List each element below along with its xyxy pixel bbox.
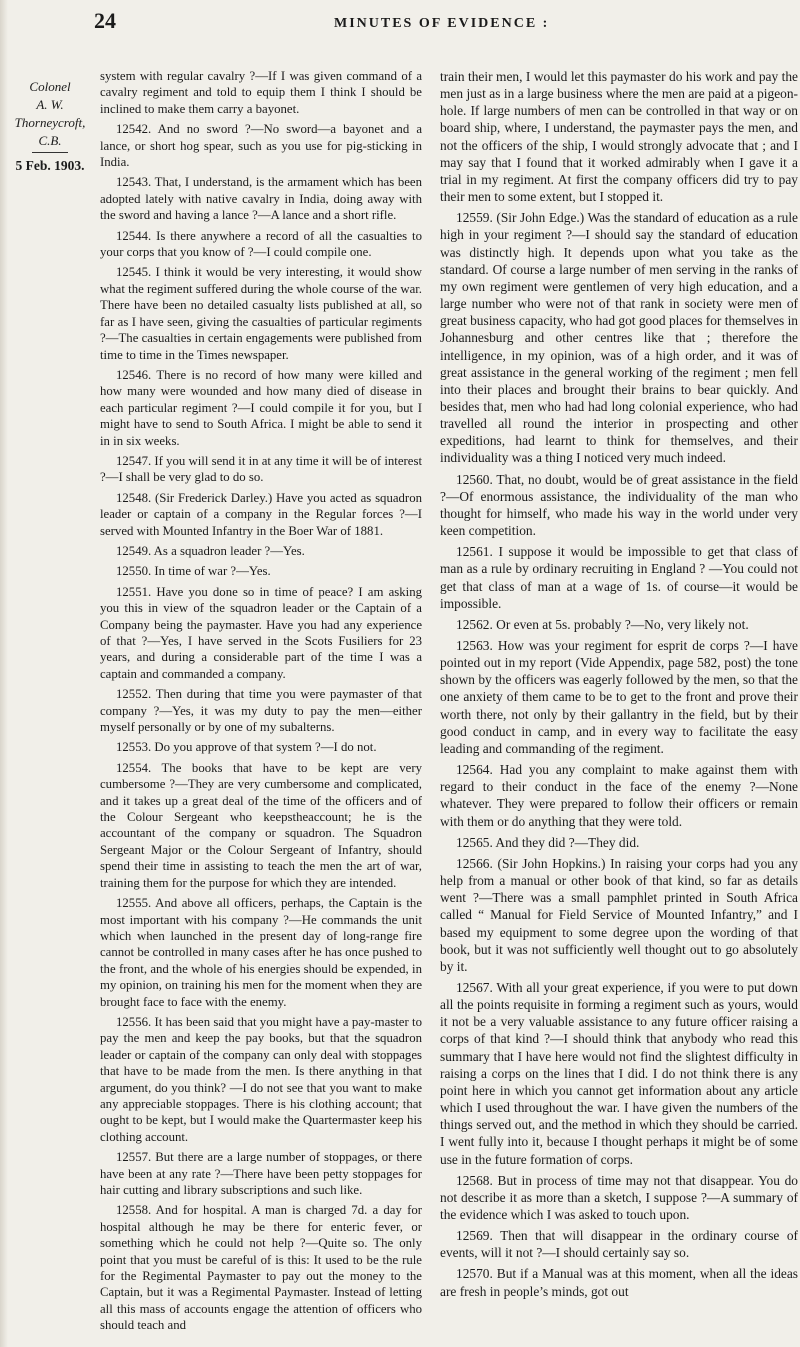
witness-margin-note (2, 78, 98, 175)
paragraph: 12544. Is there anywhere a record of all the casualties to your corps that you know of ?—I could compile one. (100, 228, 422, 260)
paragraph: 12561. I suppose it would be impossible to get that class of man as a rule by ordinary recruiting in England ? —You could not get that class of man at a wage of 1s. of course—it would be impossible. (440, 544, 798, 611)
paragraph: 12568. But in process of time may not that disappear. You do not describe it as more than a sketch, I suppose ?—A summary of the evidence which I was asked to touch upon. (440, 1172, 798, 1222)
paragraph: 12543. That, I understand, is the armament which has been adopted lately with native cavalry in India, doing away with the sword and having a lance ?—A lance and a short rifle. (100, 175, 422, 223)
paragraph: 12565. And they did ?—They did. (456, 834, 640, 850)
page-edge-shadow (0, 0, 8, 1347)
paragraph: 12542. And no sword ?—No sword—a bayonet and a lance, or short hog spear, such as you use for pig-sticking in India. (100, 122, 422, 170)
paragraph: 12556. It has been said that you might have a pay-master to pay the men and keep the pay books, but that the squadron leader or captain of the company can only deal with stoppages that have to be made from the men. Is there anything in that argument, do you think? —I do not see that you want to make any appreciable stoppages. There is his clothing account; that ought to be kept, but I would make the Quartermaster keep his clothing account. (100, 1014, 422, 1144)
paragraph: 12564. Had you any complaint to make against them with regard to their conduct in the face of the enemy ?—None whatever. They were prepared to follow their officers or remain with them or do anything that they were told. (440, 762, 798, 829)
paragraph: 12549. As a squadron leader ?—Yes. (116, 543, 305, 558)
witness-rank: Colonel (29, 79, 71, 94)
witness-surname: Thorneycroft, (14, 115, 86, 130)
paragraph: train their men, I would let this paymaster do his work and pay the men just as in a large business where the men are paid at a pigeon-hole. If large numbers of men can be controlled in that way or on board ship, where, I understand, the paymaster pays the men, and not the officers of the ship, I would strongly advocate that ; and I may say that I found that it worked admirably when I gave it a trial in my regiment. At first the company officers did try to pay their men to some extent, but I stopped it. (440, 69, 798, 205)
paragraph: 12552. Then during that time you were paymaster of that company ?—Yes, it was my duty to pay the men—either myself personally or by one of my subalterns. (100, 687, 422, 735)
witness-initials: A. W. (36, 97, 64, 112)
witness-honour: C.B. (38, 133, 62, 148)
paragraph: 12551. Have you done so in time of peace? I am asking you this in view of the squadron leader or the Captain of a Company being the paymaster. Have you had any experience of that ?—Yes, I have served in the Scots Fusiliers for 23 years, and during a considerable part of the time I was a captain and commanded a company. (100, 584, 422, 681)
page-header (94, 0, 800, 44)
paragraph: 12545. I think it would be very interesting, it would show what the regiment suffered during the whole course of the war. There have been no detailed casualty lists published at all, so far as I have seen, giving the casualties of particular regiments ?—The casualties in certain engagements were published from time to time in the Times newspaper. (100, 265, 422, 362)
page-number: 24 (94, 8, 116, 33)
paragraph: 12557. But there are a large number of stoppages, or there have been at any rate ?—There have been petty stoppages for hair cutting and library subscriptions and such like. (100, 1150, 422, 1197)
paragraph: 12567. With all your great experience, if you were to put down all the points requisite in forming a regiment such as yours, would it not be a very valuable assistance to any future officer raising a corps of that kind ?—I should think that anybody who read this summary that I have here would not find the slightest difficulty in raising a corps on the lines that I did. I do not think there is any point here in which you cannot get information about any article which I used throughout the war. I have given the numbers of the things served out, and the method in which they should be carried. I went fully into it, because I thought perhaps it might be of some use in the future formation of corps. (440, 979, 798, 1167)
paragraph: 12553. Do you approve of that system ?—I do not. (116, 740, 377, 755)
right-text-column (440, 68, 798, 1304)
paragraph: 12548. (Sir Frederick Darley.) Have you acted as squadron leader or captain of a company in the Regular forces ?—I served with Mounted Infantry in the Boer War of 1881. (100, 490, 422, 538)
margin-divider (32, 152, 68, 153)
paragraph: 12555. And above all officers, perhaps, the Captain is the most important with his company ?—He commands the unit which when launched in the present day of long-range fire cannot be controlled in many cases after he has once pushed to the front, and the whole of his energies should be expended, in my opinion, on training his men for the moment when they are brought face to face with the enemy. (100, 896, 422, 1009)
paragraph: 12563. How was your regiment for esprit de corps ?—I have pointed out in my report (Vide Appendix, page 582, post) the tone shown by the officers was eagerly followed by the men, so that the one anxiety of them came to be to get to the front and prove their worth there, not only by their gallantry in the field, but by their good conduct in camp, and in every way to facilitate the easy leading and commanding of the regiment. (440, 638, 798, 756)
paragraph: 12546. There is no record of how many were killed and how many were wounded and how many died of disease in each particular regiment ?—I could compile it for you, but I might have to send to South Africa. I might be able to send it in in six weeks. (100, 367, 422, 448)
paragraph: 12569. Then that will disappear in the ordinary course of events, will it not ?—I should certainly say so. (440, 1228, 798, 1261)
paragraph: 12566. (Sir John Hopkins.) In raising your corps had you any help from a manual or other book of that kind, so far as details went ?—There was a small pamphlet printed in South Africa called “ Manual for Field Service of Mounted Infantry,” and I based my equipment to some degree upon the wording of that book, but it was not sufficiently well thought out to go absolutely by it. (440, 855, 798, 974)
paragraph: 12558. And for hospital. A man is charged 7d. a day for hospital although he may be there for enteric fever, or something which he could not help ?—Quite so. The only point that you must be careful of is this: It used to be the rule for the Regimental Paymaster to pay out the money to the Captain, but it was a Regimental Paymaster. Instead of letting all this mass of accounts engage the attention of officers who should teach and (100, 1203, 422, 1333)
paragraph: 12570. But if a Manual was at this moment, when all the ideas are fresh in people’s minds, got out (440, 1266, 798, 1299)
paragraph: 12560. That, no doubt, would be of great assistance in the field ?—Of enormous assistance, the individuality of the man who thought for himself, who made his way in the world under very keen competition. (440, 471, 798, 539)
paragraph: 12562. Or even at 5s. probably ?—No, very likely not. (456, 616, 749, 632)
running-head: MINUTES OF EVIDENCE : (334, 16, 550, 31)
paragraph: system with regular cavalry ?—If I was given command of a cavalry regiment and told to equip them I think I should be inclined to make them carry a bayonet. (100, 69, 422, 116)
paragraph: 12550. In time of war ?—Yes. (116, 564, 271, 579)
left-text-column (100, 68, 422, 1338)
paragraph: 12547. If you will send it in at any time it will be of interest ?—I shall be very glad to do so. (100, 453, 423, 485)
evidence-date: 5 Feb. 1903. (15, 158, 85, 173)
paragraph: 12559. (Sir John Edge.) Was the standard of education as a rule high in your regiment ?—I should say the standard of education was distinctly high. It depends upon what you take as the standard. Of course a large number of men serving in the ranks of my own regiment were gentlemen of very high education, and a large number who were not of that rank in society were men of great business capacity, who had got good places for themselves in Johannesburg and other centres like that ; therefore the intelligence, in my opinion, was of a high order, and it was of great assistance in the general working of the regiment ; men fell into their places and brought their brains to bear quickly. And besides that, men who had had long colonial experience, who had travelled all round the interior in prospecting and other expeditions, had learnt to think for themselves, and their individuality was a thing I noticed very much indeed. (440, 210, 798, 466)
paragraph: 12554. The books that have to be kept are very cumbersome ?—They are very cumbersome and complicated, and it takes up a great deal of the time of the officers and of the Colour Sergeant who keepstheaccount; he is the accountant of the company or squadron. The Squadron Sergeant Major or the Colour Sergeant of Infantry, should spend their time in assisting to teach the men the art of war, training them for the purpose for which they are intended. (100, 760, 422, 890)
